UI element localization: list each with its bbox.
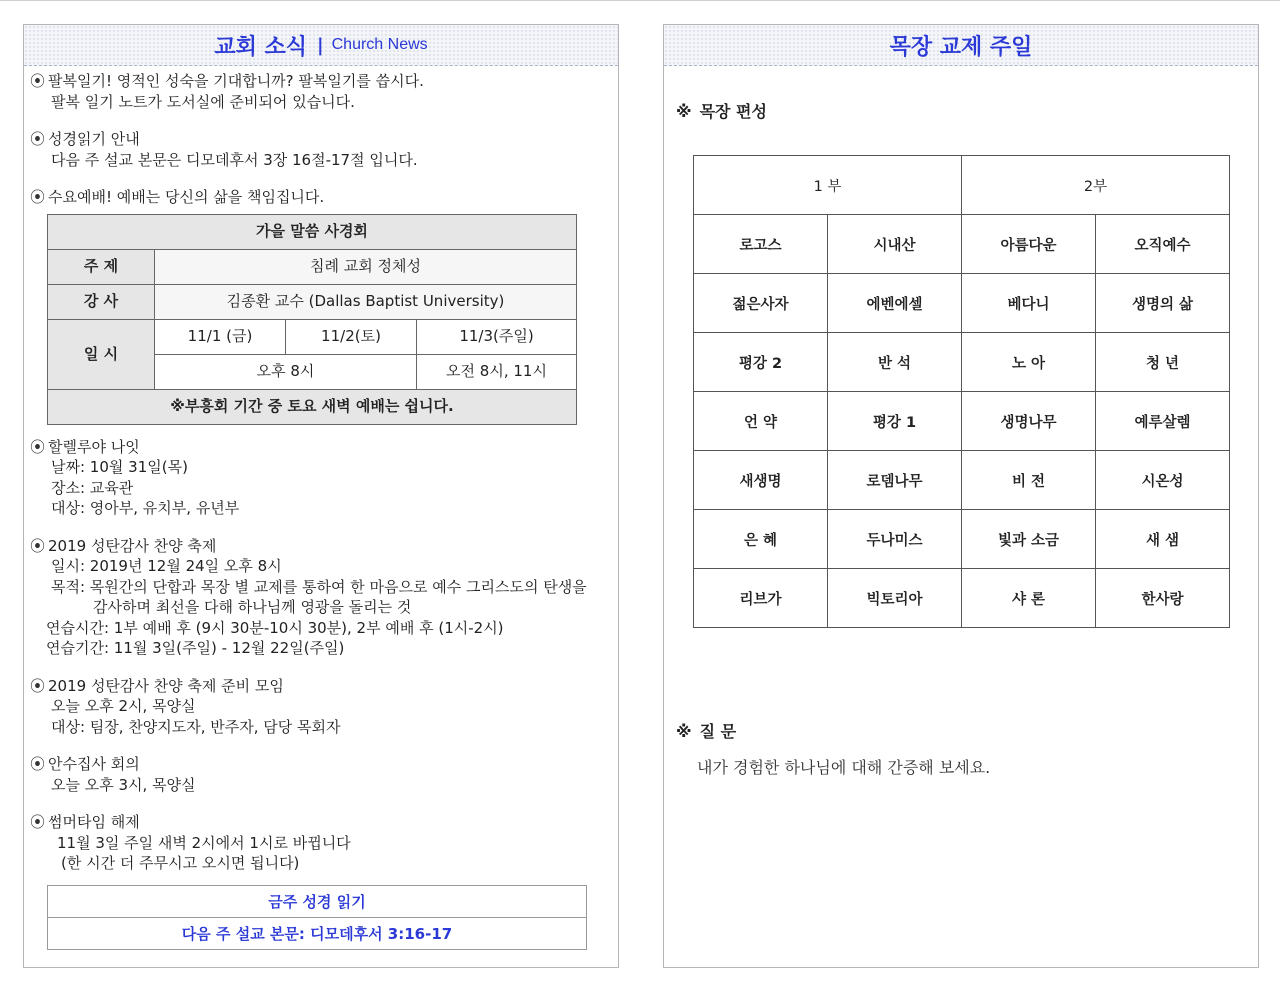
group-cell: 새생명 (694, 451, 828, 510)
table-row (694, 451, 1230, 510)
news-item-detail: 대상: 영아부, 유치부, 유년부 (51, 499, 240, 517)
cell-group-header (664, 25, 1258, 66)
event-header: 가을 말씀 사경회 (48, 214, 577, 249)
bullet-icon: ⦿ (30, 536, 46, 555)
reference-mark-icon: ※ (676, 722, 692, 741)
group-cell: 로고스 (694, 215, 828, 274)
date-nov1: 11/1 (금) (155, 319, 286, 354)
news-item-bible-reading (30, 129, 610, 170)
bullet-icon: ⦿ (30, 130, 46, 148)
bullet-icon: ⦿ (30, 188, 46, 206)
bullet-icon: ⦿ (30, 676, 46, 695)
group-cell: 베다니 (962, 274, 1096, 333)
news-item-detail: 11월 3일 주일 새벽 2시에서 1시로 바뀝니다 (57, 833, 351, 852)
news-item-wednesday (30, 187, 610, 425)
group-cell: 두나미스 (828, 510, 962, 569)
group-cell: 은 혜 (694, 510, 828, 569)
groups-heading (676, 99, 767, 122)
news-item-prep-meeting (30, 676, 610, 738)
part-2-header: 2부 (962, 156, 1230, 215)
bullet-icon: ⦿ (30, 813, 46, 831)
date-nov2: 11/2(토) (286, 319, 417, 354)
news-item-detail: 오늘 오후 2시, 목양실 (51, 697, 196, 715)
group-cell: 빅토리아 (828, 569, 962, 628)
news-item-detail: 감사하며 최선을 다해 하나님께 영광을 돌리는 것 (93, 598, 412, 616)
news-item-detail: 일시: 2019년 12월 24일 오후 8시 (51, 557, 282, 575)
news-item-title: 할렐루야 나잇 (48, 437, 140, 456)
news-item-detail: 장소: 교육관 (51, 478, 134, 497)
group-cell: 오직예수 (1096, 215, 1230, 274)
group-cell: 로뎀나무 (828, 451, 962, 510)
bullet-icon: ⦿ (30, 437, 46, 456)
part-1-header: 1 부 (694, 156, 962, 215)
church-news-subtitle: Church News (331, 36, 428, 53)
news-item-christmas (30, 536, 610, 659)
speaker-label: 강 사 (48, 284, 155, 319)
group-cell: 샤 론 (962, 569, 1096, 628)
bible-reading-box (47, 885, 587, 950)
news-item-deacons (30, 754, 610, 795)
news-item-title: 안수집사 회의 (48, 755, 140, 773)
revival-event-table (47, 214, 577, 425)
news-item-title: 2019 성탄감사 찬양 축제 (48, 536, 217, 555)
event-note: ※부흥회 기간 중 토요 새벽 예배는 쉽니다. (48, 389, 577, 424)
news-item-title: 썸머타임 해제 (48, 813, 140, 831)
table-row (694, 333, 1230, 392)
group-cell: 젊은사자 (694, 274, 828, 333)
news-item-detail: 팔복 일기 노트가 도서실에 준비되어 있습니다. (51, 92, 355, 111)
question-heading (676, 719, 736, 742)
group-cell: 에벤에셀 (828, 274, 962, 333)
cell-group-table (693, 155, 1230, 628)
bible-reading-title: 금주 성경 읽기 (268, 893, 366, 911)
church-news-panel (23, 24, 619, 968)
title-separator: | (317, 34, 324, 56)
group-cell: 생명나무 (962, 392, 1096, 451)
table-row (694, 510, 1230, 569)
groups-heading-text: 목장 편성 (699, 102, 767, 121)
group-cell: 비 전 (962, 451, 1096, 510)
news-item-hallelujah (30, 437, 610, 519)
date-nov3: 11/3(주일) (417, 319, 577, 354)
topic-value: 침례 교회 정체성 (155, 249, 577, 284)
table-row (694, 274, 1230, 333)
date-label: 일 시 (48, 319, 155, 389)
news-item-detail: 연습시간: 1부 예배 후 (9시 30분-10시 30분), 2부 예배 후 (1시-2시) (46, 618, 504, 637)
group-cell: 언 약 (694, 392, 828, 451)
news-item-title: 팔복일기! 영적인 성숙을 기대합니까? 팔복일기를 씁시다. (48, 72, 424, 90)
topic-label: 주 제 (48, 249, 155, 284)
time-sunday: 오전 8시, 11시 (417, 354, 577, 389)
church-news-title: 교회 소식 (214, 34, 308, 60)
group-cell: 청 년 (1096, 333, 1230, 392)
question-heading-text: 질 문 (699, 722, 737, 741)
news-item-detail: (한 시간 더 주무시고 오시면 됩니다) (61, 854, 300, 872)
reference-mark-icon: ※ (676, 102, 692, 121)
group-cell: 리브가 (694, 569, 828, 628)
group-cell: 노 아 (962, 333, 1096, 392)
group-cell: 한사랑 (1096, 569, 1230, 628)
group-cell: 생명의 삶 (1096, 274, 1230, 333)
group-cell: 빛과 소금 (962, 510, 1096, 569)
next-sermon-text: 다음 주 설교 본문: 디모데후서 3:16-17 (48, 917, 586, 949)
bullet-icon: ⦿ (30, 755, 46, 773)
bullet-icon: ⦿ (30, 72, 46, 90)
time-evening: 오후 8시 (155, 354, 417, 389)
group-cell: 평강 1 (828, 392, 962, 451)
cell-group-title: 목장 교제 주일 (889, 34, 1033, 60)
group-cell: 아름다운 (962, 215, 1096, 274)
news-item-detail: 대상: 팀장, 찬양지도자, 반주자, 담당 목회자 (51, 717, 341, 736)
table-row (694, 215, 1230, 274)
news-item-detail: 오늘 오후 3시, 목양실 (51, 775, 196, 794)
news-item-detail: 다음 주 설교 본문은 디모데후서 3장 16절-17절 입니다. (51, 150, 418, 169)
news-item-title: 2019 성탄감사 찬양 축제 준비 모임 (48, 676, 284, 695)
news-item-title: 수요예배! 예배는 당신의 삶을 책임집니다. (48, 188, 325, 206)
group-cell: 새 샘 (1096, 510, 1230, 569)
news-item-detail: 날짜: 10월 31일(목) (51, 458, 188, 476)
group-cell: 반 석 (828, 333, 962, 392)
news-item-diary (30, 71, 610, 112)
group-cell: 시온성 (1096, 451, 1230, 510)
top-rule (0, 0, 1280, 1)
news-list (30, 71, 610, 891)
news-item-summer-time (30, 812, 610, 874)
group-cell: 예루살렘 (1096, 392, 1230, 451)
news-item-detail: 목적: 목원간의 단합과 목장 별 교제를 통하여 한 마음으로 예수 그리스도의 탄생을 (51, 577, 587, 596)
cell-group-panel (663, 24, 1259, 968)
group-cell: 평강 2 (694, 333, 828, 392)
speaker-value: 김종환 교수 (Dallas Baptist University) (155, 284, 577, 319)
news-item-detail: 연습기간: 11월 3일(주일) - 12월 22일(주일) (46, 639, 345, 657)
group-cell: 시내산 (828, 215, 962, 274)
table-row (694, 392, 1230, 451)
table-row (694, 569, 1230, 628)
question-text: 내가 경험한 하나님에 대해 간증해 보세요. (697, 758, 991, 777)
church-news-header (24, 25, 618, 66)
news-item-title: 성경읽기 안내 (48, 130, 140, 148)
